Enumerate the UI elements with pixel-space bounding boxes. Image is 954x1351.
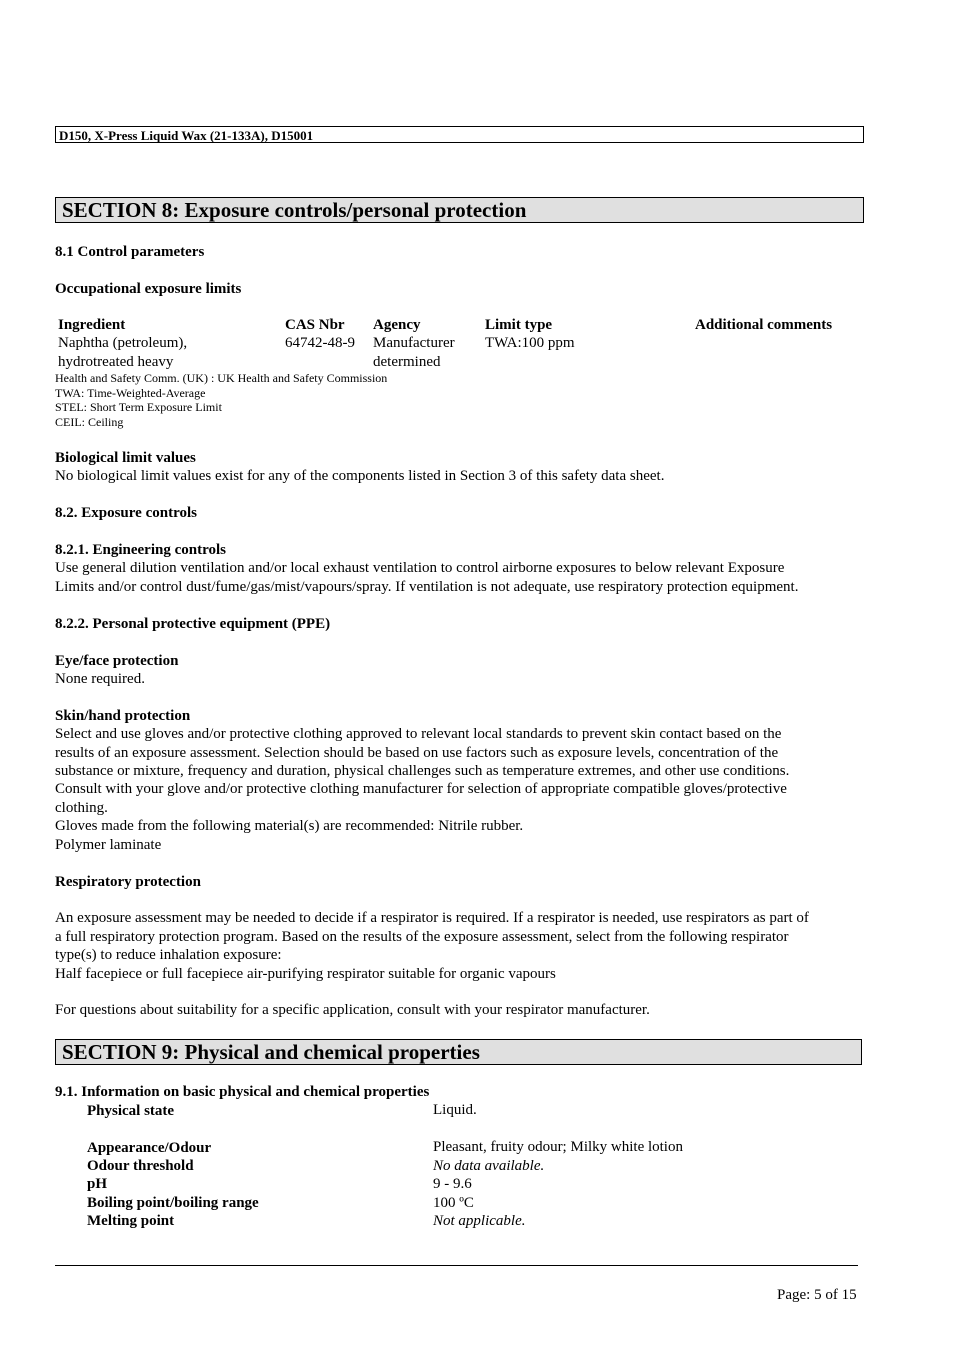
ppe-heading: 8.2.2. Personal protective equipment (PPE): [55, 616, 331, 632]
col-header-comments: Additional comments: [695, 317, 833, 333]
note-stel: STEL: Short Term Exposure Limit: [55, 400, 222, 414]
property-label: Appearance/Odour: [87, 1140, 212, 1156]
property-value: Liquid.: [433, 1102, 477, 1118]
property-value: No data available.: [433, 1158, 545, 1174]
property-value: 9 - 9.6: [433, 1176, 472, 1192]
skin-protection-heading: Skin/hand protection: [55, 708, 191, 724]
col-header-ingredient: Ingredient: [58, 317, 126, 333]
respiratory-text-line: a full respiratory protection program. Based on the results of the exposure assessment, select from the following respirator: [55, 929, 789, 945]
property-label: Odour threshold: [87, 1158, 194, 1174]
skin-text-line: substance or mixture, frequency and duration, physical challenges such as temperature extremes, and other use conditions.: [55, 763, 790, 779]
section-9-title: SECTION 9: Physical and chemical properties: [55, 1039, 862, 1065]
skin-text-line: Polymer laminate: [55, 837, 162, 853]
skin-text-line: Gloves made from the following material(s) are recommended: Nitrile rubber.: [55, 818, 524, 834]
engineering-text-line: Limits and/or control dust/fume/gas/mist/vapours/spray. If ventilation is not adequate, use respiratory protection equipment.: [55, 579, 799, 595]
skin-text-line: Consult with your glove and/or protective clothing manufacturer for selection of appropriate compatible gloves/protective: [55, 781, 787, 797]
property-label: Physical state: [87, 1103, 175, 1119]
note-ceil: CEIL: Ceiling: [55, 415, 124, 429]
ingredient-line-1: Naphtha (petroleum),: [58, 335, 188, 351]
property-label: pH: [87, 1176, 108, 1192]
skin-text-line: Select and use gloves and/or protective clothing approved to relevant local standards to prevent skin contact based on the: [55, 726, 782, 742]
control-parameters-heading: 8.1 Control parameters: [55, 244, 205, 260]
eye-protection-heading: Eye/face protection: [55, 653, 179, 669]
note-twa: TWA: Time-Weighted-Average: [55, 386, 206, 400]
col-header-limit-type: Limit type: [485, 317, 553, 333]
page-number: Page: 5 of 15: [777, 1287, 857, 1303]
ingredient-line-2: hydrotreated heavy: [58, 354, 174, 370]
respiratory-final-text: For questions about suitability for a specific application, consult with your respirator manufacturer.: [55, 1002, 650, 1018]
respiratory-protection-heading: Respiratory protection: [55, 874, 201, 890]
property-value: 100 ºC: [433, 1195, 474, 1211]
col-header-agency: Agency: [373, 317, 421, 333]
respiratory-text-line: An exposure assessment may be needed to decide if a respirator is required. If a respirator is needed, use respirators as part of: [55, 910, 809, 926]
engineering-text-line: Use general dilution ventilation and/or local exhaust ventilation to control airborne exposures to below relevant Exposure: [55, 560, 785, 576]
property-value: Pleasant, fruity odour; Milky white lotion: [433, 1139, 683, 1155]
skin-text-line: results of an exposure assessment. Selection should be based on use factors such as exposure levels, concentration of the: [55, 745, 779, 761]
property-label: Melting point: [87, 1213, 175, 1229]
respiratory-text-line: Half facepiece or full facepiece air-purifying respirator suitable for organic vapours: [55, 966, 556, 982]
biological-limits-heading: Biological limit values: [55, 450, 196, 466]
respiratory-text-line: type(s) to reduce inhalation exposure:: [55, 947, 282, 963]
agency-line-2: determined: [373, 354, 441, 370]
limit-value: TWA:100 ppm: [485, 335, 575, 351]
document-id-header: D150, X-Press Liquid Wax (21-133A), D15001: [55, 126, 864, 143]
property-label: Boiling point/boiling range: [87, 1195, 259, 1211]
cas-number: 64742-48-9: [285, 335, 355, 351]
property-value: Not applicable.: [433, 1213, 526, 1229]
footer-divider: [55, 1265, 858, 1266]
section-8-title: SECTION 8: Exposure controls/personal protection: [55, 197, 864, 223]
note-hsc: Health and Safety Comm. (UK) : UK Health and Safety Commission: [55, 371, 388, 385]
oel-heading: Occupational exposure limits: [55, 281, 242, 297]
biological-limits-text: No biological limit values exist for any of the components listed in Section 3 of this safety data sheet.: [55, 468, 665, 484]
eye-protection-text: None required.: [55, 671, 145, 687]
exposure-controls-heading: 8.2. Exposure controls: [55, 505, 197, 521]
agency-line-1: Manufacturer: [373, 335, 455, 351]
col-header-cas: CAS Nbr: [285, 317, 345, 333]
skin-text-line: clothing.: [55, 800, 108, 816]
info-properties-heading: 9.1. Information on basic physical and chemical properties: [55, 1084, 430, 1100]
engineering-controls-heading: 8.2.1. Engineering controls: [55, 542, 226, 558]
